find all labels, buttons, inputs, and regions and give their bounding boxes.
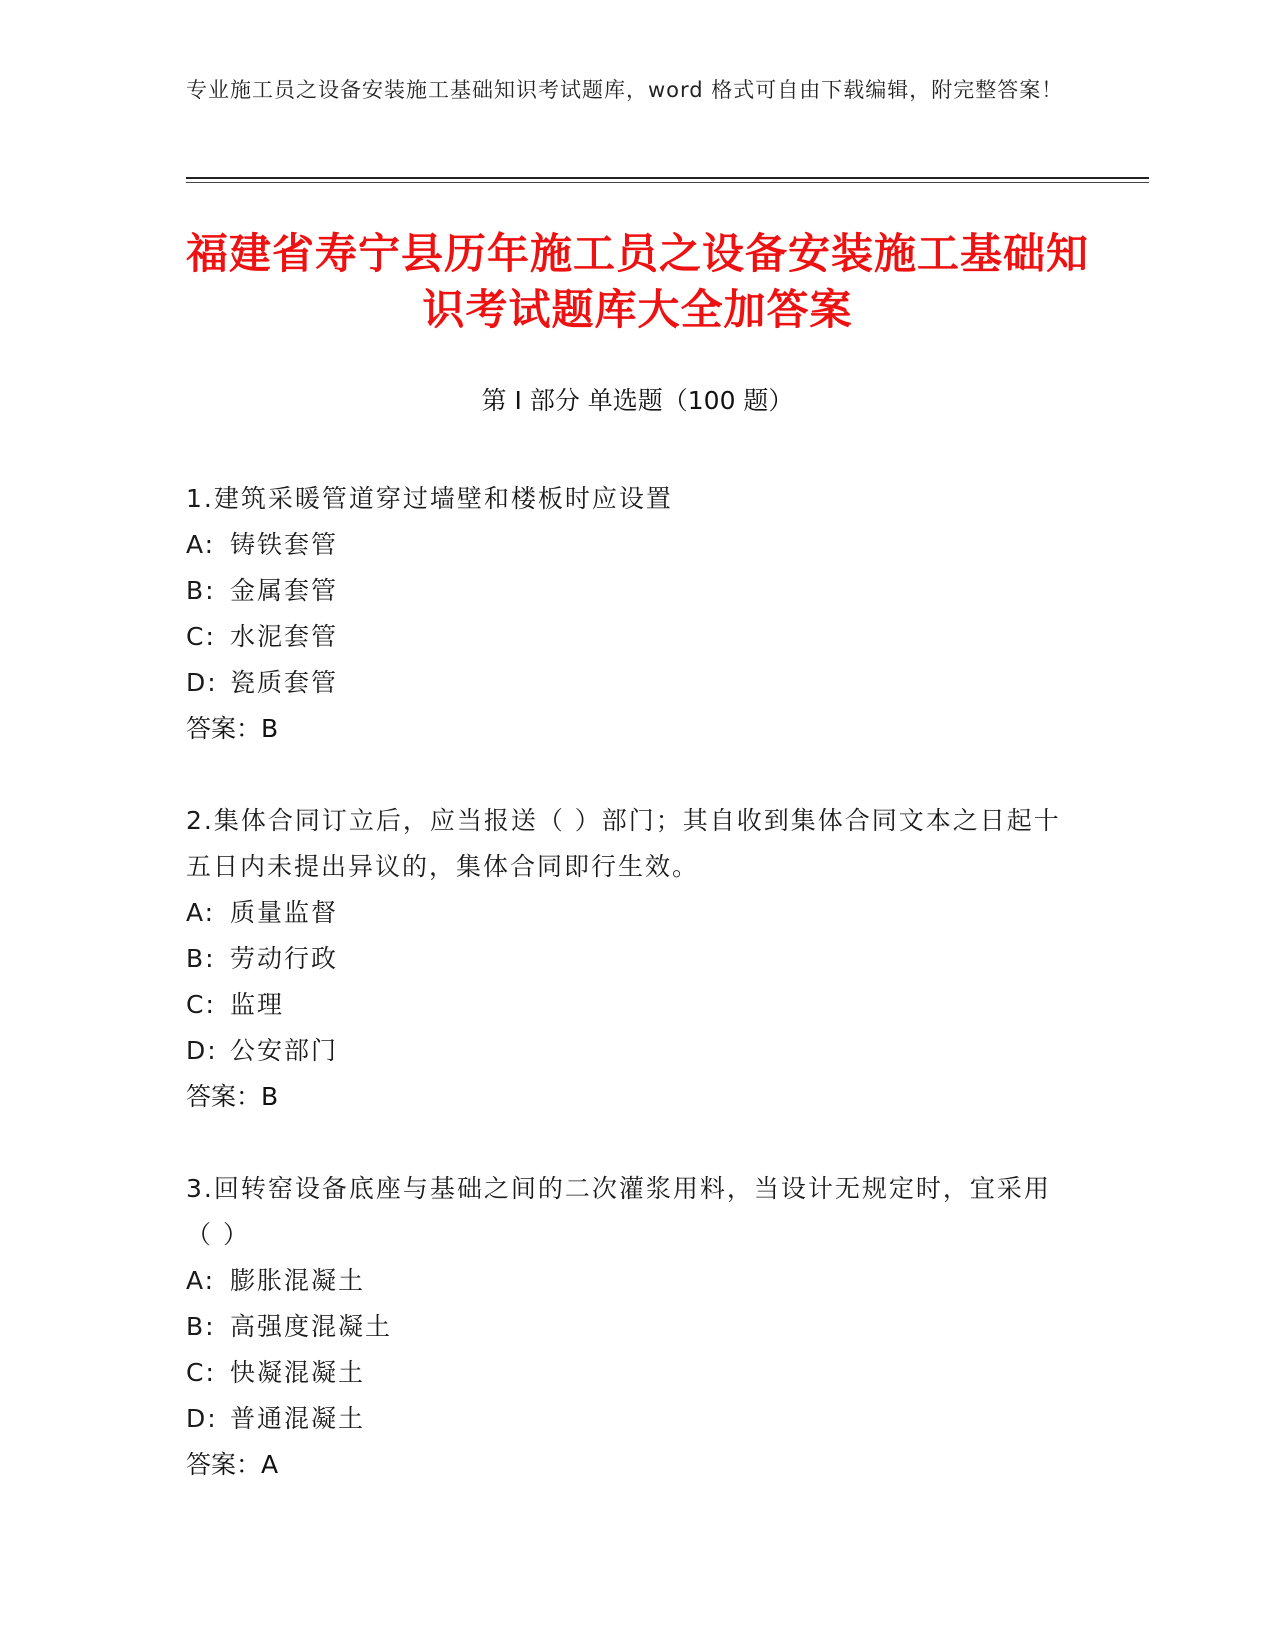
header-divider-thick bbox=[186, 177, 1149, 179]
option-text: 高强度混凝土 bbox=[230, 1312, 393, 1341]
question-list bbox=[186, 476, 1066, 1534]
option-c bbox=[186, 1350, 1066, 1396]
question-2 bbox=[186, 798, 1066, 1120]
option-b bbox=[186, 936, 1066, 982]
question-text: 1.建筑采暖管道穿过墙壁和楼板时应设置 bbox=[186, 484, 673, 513]
option-b bbox=[186, 568, 1066, 614]
option-c bbox=[186, 614, 1066, 660]
section-heading: 第 I 部分 单选题（100 题） bbox=[481, 386, 794, 415]
header-divider-thin bbox=[186, 182, 1149, 183]
option-text: 铸铁套管 bbox=[230, 530, 339, 559]
option-key: B: bbox=[186, 944, 216, 973]
option-a bbox=[186, 522, 1066, 568]
option-key: D: bbox=[186, 668, 218, 697]
option-text: 质量监督 bbox=[230, 898, 339, 927]
option-d bbox=[186, 1396, 1066, 1442]
option-key: A: bbox=[186, 898, 216, 927]
option-text: 金属套管 bbox=[230, 576, 339, 605]
option-text: 普通混凝土 bbox=[230, 1404, 366, 1433]
option-text: 劳动行政 bbox=[230, 944, 339, 973]
option-text: 水泥套管 bbox=[230, 622, 339, 651]
option-c bbox=[186, 982, 1066, 1028]
option-key: D: bbox=[186, 1404, 218, 1433]
document-title: 福建省寿宁县历年施工员之设备安装施工基础知识考试题库大全加答案 bbox=[186, 229, 1090, 334]
option-text: 快凝混凝土 bbox=[230, 1358, 366, 1387]
option-a bbox=[186, 890, 1066, 936]
question-text: 3.回转窑设备底座与基础之间的二次灌浆用料，当设计无规定时，宜采用（ ） bbox=[186, 1174, 1051, 1249]
option-key: B: bbox=[186, 1312, 216, 1341]
option-key: C: bbox=[186, 622, 216, 651]
option-b bbox=[186, 1304, 1066, 1350]
answer-line: 答案：A bbox=[186, 1450, 279, 1479]
option-key: A: bbox=[186, 1266, 216, 1295]
question-1 bbox=[186, 476, 1066, 752]
answer-line: 答案：B bbox=[186, 1082, 279, 1111]
option-key: C: bbox=[186, 990, 216, 1019]
option-text: 公安部门 bbox=[230, 1036, 339, 1065]
option-key: B: bbox=[186, 576, 216, 605]
option-key: D: bbox=[186, 1036, 218, 1065]
option-key: A: bbox=[186, 530, 216, 559]
option-d bbox=[186, 660, 1066, 706]
option-d bbox=[186, 1028, 1066, 1074]
answer-line: 答案：B bbox=[186, 714, 279, 743]
option-key: C: bbox=[186, 1358, 216, 1387]
option-text: 瓷质套管 bbox=[230, 668, 339, 697]
question-text: 2.集体合同订立后，应当报送（ ）部门；其自收到集体合同文本之日起十五日内未提出异议的，集体合同即行生效。 bbox=[186, 806, 1061, 881]
question-3 bbox=[186, 1166, 1066, 1488]
header-note: 专业施工员之设备安装施工基础知识考试题库，word 格式可自由下载编辑，附完整答案！ bbox=[186, 78, 1064, 102]
option-text: 监理 bbox=[230, 990, 285, 1019]
option-text: 膨胀混凝土 bbox=[230, 1266, 366, 1295]
option-a bbox=[186, 1258, 1066, 1304]
